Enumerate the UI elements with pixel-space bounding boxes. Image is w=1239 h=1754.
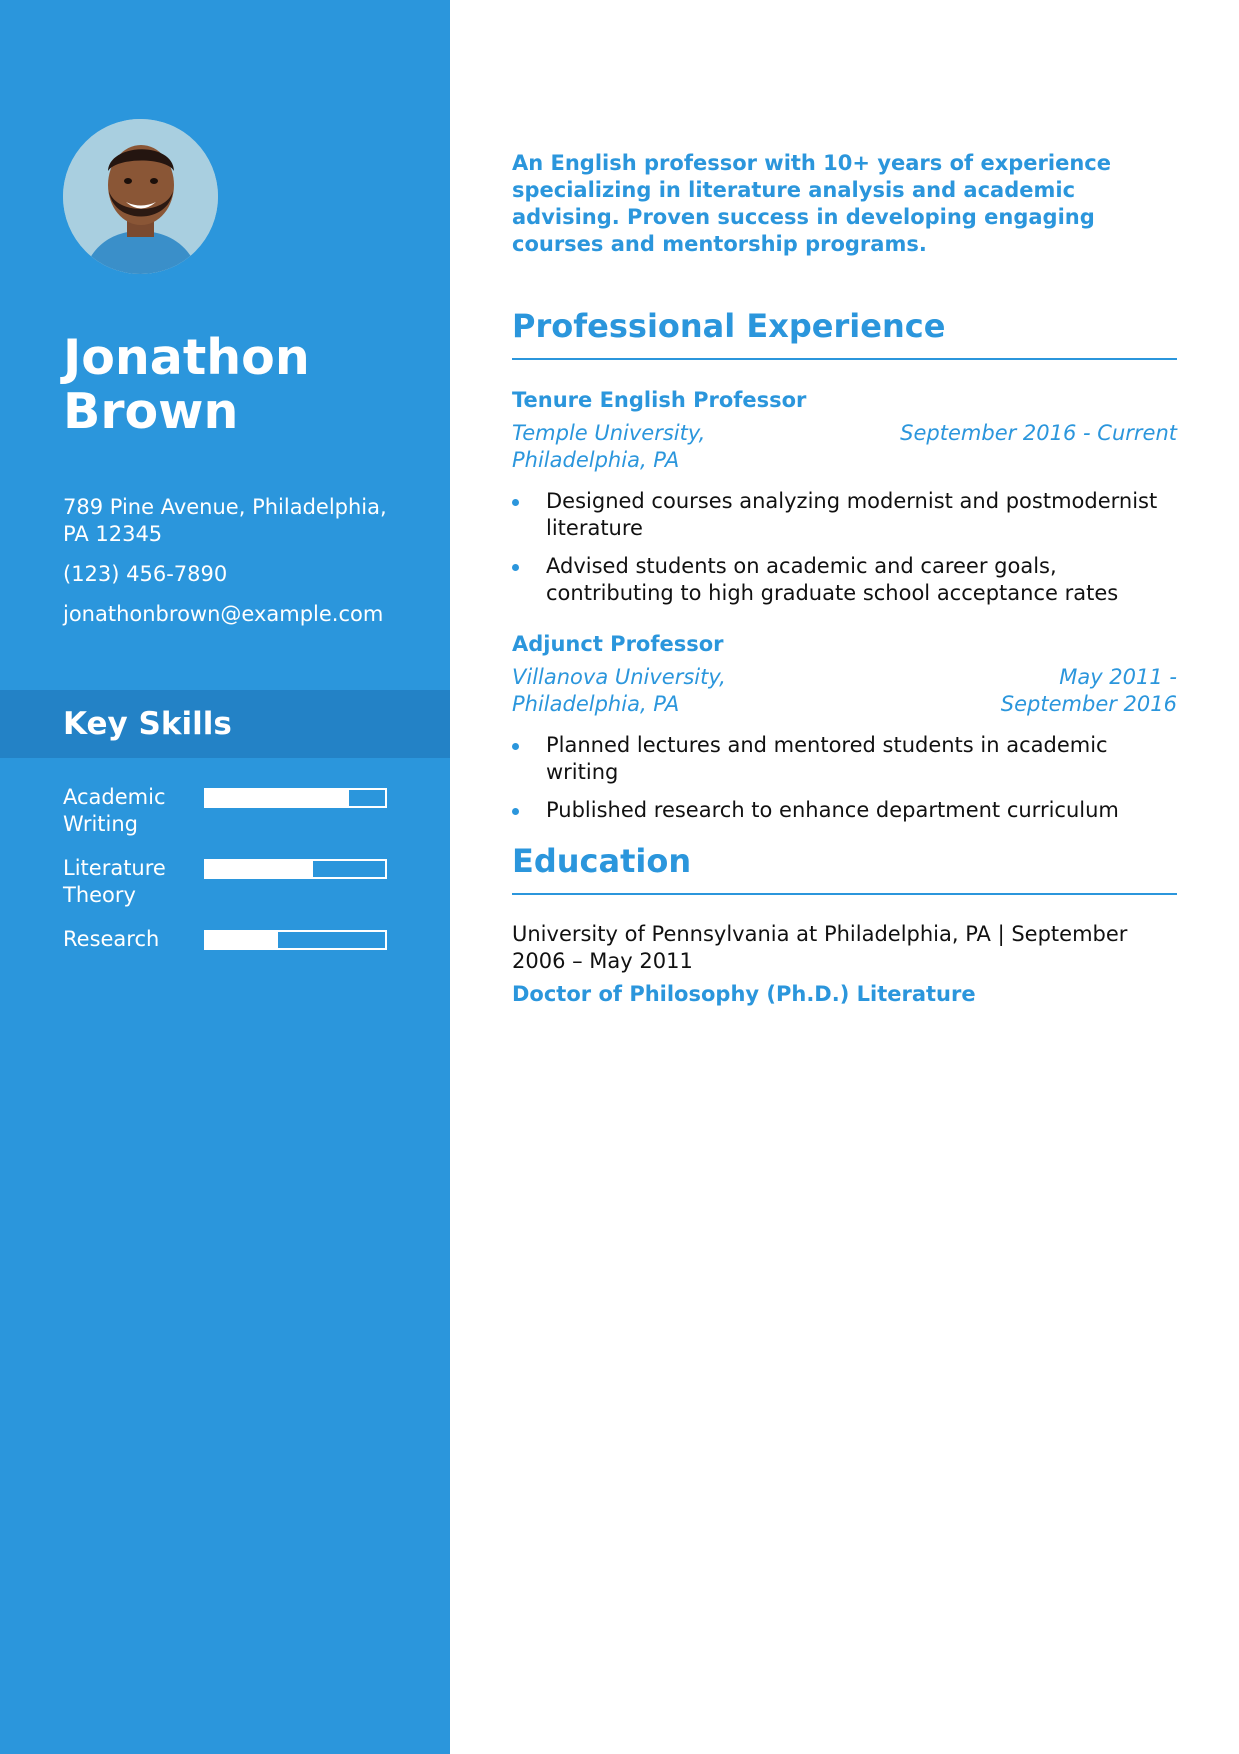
job-bullets [512,732,1177,824]
skill-level-fill [206,790,349,806]
bullet-text: Advised students on academic and career goals, contributing to high graduate school acceptance rates [546,554,1119,605]
skills-list [63,784,393,966]
education-school: University of Pennsylvania at Philadelphia, PA | September 2006 – May 2011 [512,922,1128,973]
experience-heading: Professional Experience [512,306,1177,360]
skill-label: Research [63,927,160,951]
skill-label: Literature Theory [63,856,166,907]
education-entry [512,921,1177,1008]
skills-header [0,690,450,758]
sidebar [0,0,450,1754]
job-dates: September 2016 - Current [900,421,1177,445]
skill-item [63,784,393,855]
avatar [63,119,218,274]
summary: An English professor with 10+ years of experience specializing in literature analysis and academic advising. Proven success in developing engaging courses and mentorship programs. [512,151,1111,256]
bullet-dot-icon [512,743,519,750]
job-entry [512,387,1177,618]
skill-item [63,926,393,966]
skill-level-bar [204,788,387,808]
bullet-dot-icon [512,499,519,506]
phone: (123) 456-7890 [63,562,228,586]
skill-label: Academic Writing [63,785,166,836]
skill-item [63,855,393,926]
contact-info [63,494,408,641]
bullet-text: Designed courses analyzing modernist and postmodernist literature [546,489,1158,540]
bullet-item [512,732,1177,786]
bullet-item [512,797,1177,824]
job-meta [512,664,1177,722]
bullet-dot-icon [512,564,519,571]
job-organization: Villanova University, Philadelphia, PA [512,665,726,716]
job-organization: Temple University, Philadelphia, PA [512,421,706,472]
job-entry [512,631,1177,835]
email: jonathonbrown@example.com [63,602,384,626]
person-name: Jonathon Brown [63,329,310,440]
bullet-item [512,488,1177,542]
address: 789 Pine Avenue, Philadelphia, PA 12345 [63,495,387,546]
bullet-item [512,553,1177,607]
job-bullets [512,488,1177,607]
job-dates: May 2011 - September 2016 [1000,665,1177,716]
education-heading: Education [512,841,1177,895]
job-meta [512,420,1177,478]
job-title: Adjunct Professor [512,632,724,656]
skill-level-fill [206,932,278,948]
education-degree: Doctor of Philosophy (Ph.D.) Literature [512,982,976,1006]
skills-title: Key Skills [63,706,232,742]
bullet-text: Published research to enhance department curriculum [546,798,1119,822]
avatar-photo [63,119,218,274]
skill-level-fill [206,861,313,877]
skill-level-bar [204,930,387,950]
skill-level-bar [204,859,387,879]
bullet-text: Planned lectures and mentored students in academic writing [546,733,1108,784]
bullet-dot-icon [512,808,519,815]
job-title: Tenure English Professor [512,388,807,412]
